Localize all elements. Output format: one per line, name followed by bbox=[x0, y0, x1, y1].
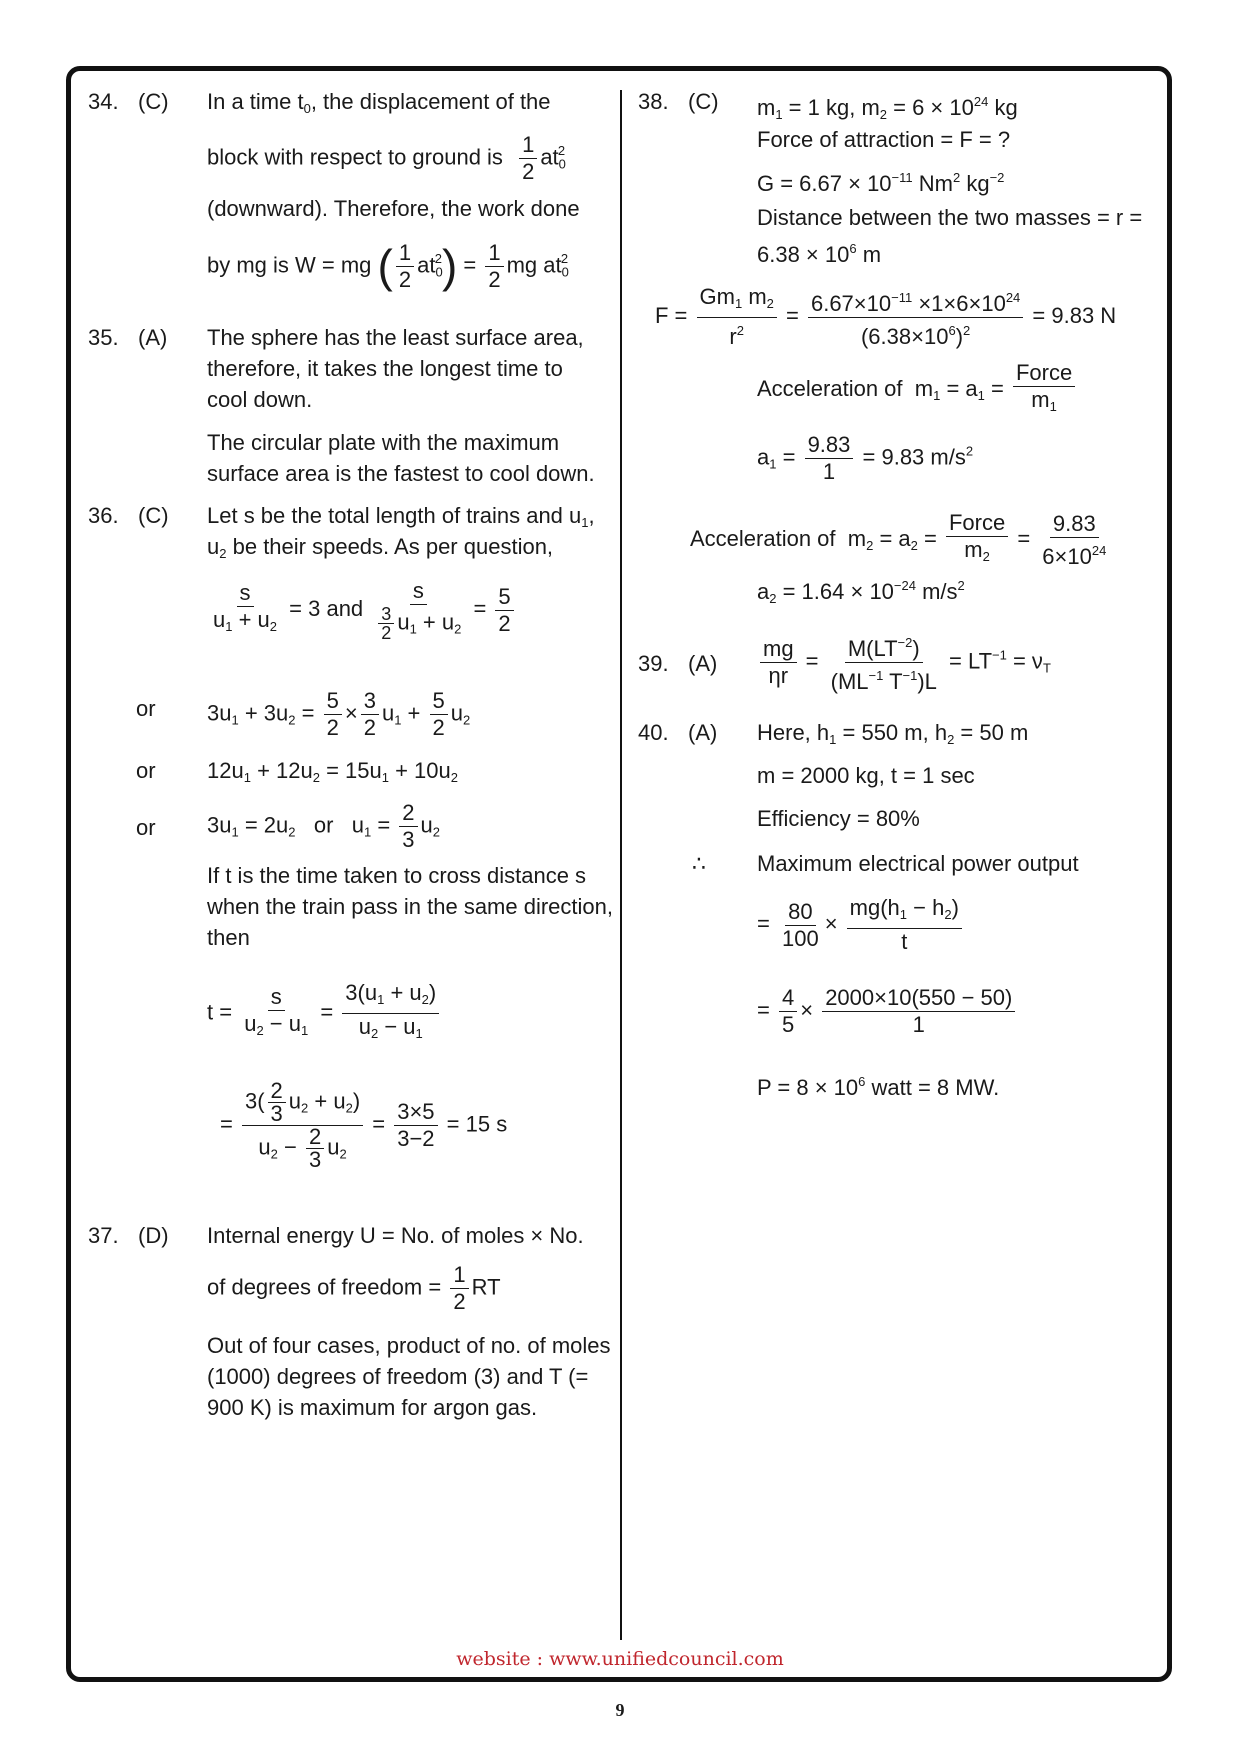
q40-eq2: = $\frac{4}{5}$ × $\frac{2000\times 10(550 - 50)}{1}$ bbox=[757, 985, 1018, 1038]
q34-number: 34. bbox=[88, 89, 119, 114]
q36-eq4: $3u_1 = 2u_2$ or $u_1$ = $\frac{2}{3}$ $u_2$ bbox=[207, 800, 441, 852]
q36-line1: Let s be the total length of trains and $u_1$, bbox=[207, 503, 595, 530]
q40-number: 40. bbox=[638, 720, 669, 745]
q37-para-line3: 900 K) is maximum for argon gas. bbox=[207, 1395, 538, 1420]
q38-line4: Distance between the two masses = r = bbox=[757, 205, 1143, 230]
q38-line2: Force of attraction = F = ? bbox=[757, 127, 1011, 152]
q36-line2: $u_2$ be their speeds. As per question, bbox=[207, 534, 554, 561]
page-number: 9 bbox=[615, 1700, 625, 1720]
q35-para2-line1: The circular plate with the maximum bbox=[207, 430, 560, 455]
footer-website: website : www.unifiedcouncil.com bbox=[456, 1648, 784, 1670]
q34-line1: In a time $t_0$, the displacement of the bbox=[207, 89, 551, 116]
column-divider bbox=[620, 90, 622, 1640]
q40-line2: m = 2000 kg, t = 1 sec bbox=[757, 763, 975, 788]
q36-eq2: $3u_1 + 3u_2$ = $\frac{5}{2}$ × $\frac{3}{2}$ $u_1$ + $\frac{5}{2}$ $u_2$ bbox=[207, 688, 471, 740]
q36-para-line1: If t is the time taken to cross distance s bbox=[207, 863, 587, 888]
q36-eq1: $\frac{s}{u_1 + u_2}$ = 3 and s $\frac{3}{2}$ $u_1 + u_2$ = $\frac{5}{2}$ bbox=[207, 578, 517, 642]
q40-line4: Maximum electrical power output bbox=[757, 851, 1079, 876]
q35-para1-line1: The sphere has the least surface area, bbox=[207, 325, 584, 350]
q38-number: 38. bbox=[638, 89, 669, 114]
q34-work-formula: by mg is W = mg ( $\frac{1}{2}$ $at_0^2$) = $\frac{1}{2}$ mg $at_0^2$ bbox=[207, 240, 569, 292]
q38-line5: $6.38 \times 10^6$ m bbox=[757, 241, 882, 267]
q39-formula: $\frac{mg}{\eta r}$ = $\frac{M(LT^{-2})}{(ML^{-1} T^{-1})L}$ = $LT^{-1} = \nu_T$ bbox=[757, 630, 1051, 695]
q37-line1: Internal energy U = No. of moles × No. bbox=[207, 1223, 584, 1248]
q36-eq6: = 3( $\frac{2}{3}$ $u_2 + u_2$) $u_2$ − $\frac{2}{3}$ $u_2$ = $\frac{3\times 5}{3-2}$ = 15 s bbox=[220, 1078, 508, 1172]
q40-line1: Here, $h_1 = 550$ m, $h_2 = 50$ m bbox=[757, 720, 1029, 747]
q39-answer: (A) bbox=[688, 651, 718, 676]
q40-result: $P = 8 \times 10^6$ watt = 8 MW. bbox=[757, 1074, 1000, 1100]
q38-answer: (C) bbox=[688, 89, 719, 114]
q37-para-line1: Out of four cases, product of no. of moles bbox=[207, 1333, 611, 1358]
q35-number: 35. bbox=[88, 325, 119, 350]
q34-answer: (C) bbox=[138, 89, 169, 114]
q38-line1: $m_1 = 1$ kg, $m_2 = 6 \times 10^{24}$ kg bbox=[757, 94, 1018, 122]
q36-or2: or bbox=[136, 758, 156, 783]
q40-answer: (A) bbox=[688, 720, 718, 745]
q35-para1-line3: cool down. bbox=[207, 387, 313, 412]
q36-or3: or bbox=[136, 815, 156, 840]
q35-para2-line2: surface area is the fastest to cool down. bbox=[207, 461, 595, 486]
q40-line3: Efficiency = 80% bbox=[757, 806, 920, 831]
q34-line2: block with respect to ground is $\frac{1}{2}$ $at_0^2$ bbox=[207, 132, 566, 184]
q37-para-line2: (1000) degrees of freedom (3) and T (= bbox=[207, 1364, 589, 1389]
q36-number: 36. bbox=[88, 503, 119, 528]
q36-para-line2: when the train pass in the same direction, bbox=[207, 894, 614, 919]
q38-acc2: Acceleration of $m_2 = a_2$ = Force $m_2$ = $\frac{9.83}{6\times 10^{24}}$ bbox=[690, 510, 1107, 569]
q36-para-line3: then bbox=[207, 925, 250, 950]
q38-acc1: Acceleration of $m_1 = a_1$ = Force $m_1$ bbox=[757, 360, 1078, 420]
q35-para1-line2: therefore, it takes the longest time to bbox=[207, 356, 563, 381]
q36-or1: or bbox=[136, 696, 156, 721]
q38-a1: $a_1$ = $\frac{9.83}{1}$ = 9.83 $m/s^2$ bbox=[757, 432, 974, 484]
q37-answer: (D) bbox=[138, 1223, 169, 1248]
q35-answer: (A) bbox=[138, 325, 168, 350]
q40-eq1: = $\frac{80}{100}$ × $\frac{mg(h_1 - h_2)}{t}$ bbox=[757, 895, 965, 955]
therefore-symbol: ∴ bbox=[692, 851, 706, 876]
q38-a2: $a_2 = 1.64 \times 10^{-24}$ $m/s^2$ bbox=[757, 578, 965, 606]
q39-number: 39. bbox=[638, 651, 669, 676]
q37-number: 37. bbox=[88, 1223, 119, 1248]
q36-eq3: $12u_1 + 12u_2 = 15u_1 + 10u_2$ bbox=[207, 758, 458, 785]
q38-force-formula: F = $\frac{Gm_1 m_2}{r^2}$ = $\frac{6.67\times 10^{-11} \times 1\times 6\times 10^{24}}{(6.38\times 10^6)^2}$ = 9.83 N bbox=[655, 284, 1117, 349]
q34-line3: (downward). Therefore, the work done bbox=[207, 196, 580, 221]
q37-line2: of degrees of freedom = $\frac{1}{2}$ RT bbox=[207, 1262, 501, 1314]
q36-eq5: t = $\frac{s}{u_2 - u_1}$ = $\frac{3(u_1 + u_2)}{u_2 - u_1}$ bbox=[207, 980, 442, 1047]
q38-line3: $G = 6.67 \times 10^{-11}$ Nm$^2$ $kg^{-2}$ bbox=[757, 170, 1005, 196]
q36-answer: (C) bbox=[138, 503, 169, 528]
